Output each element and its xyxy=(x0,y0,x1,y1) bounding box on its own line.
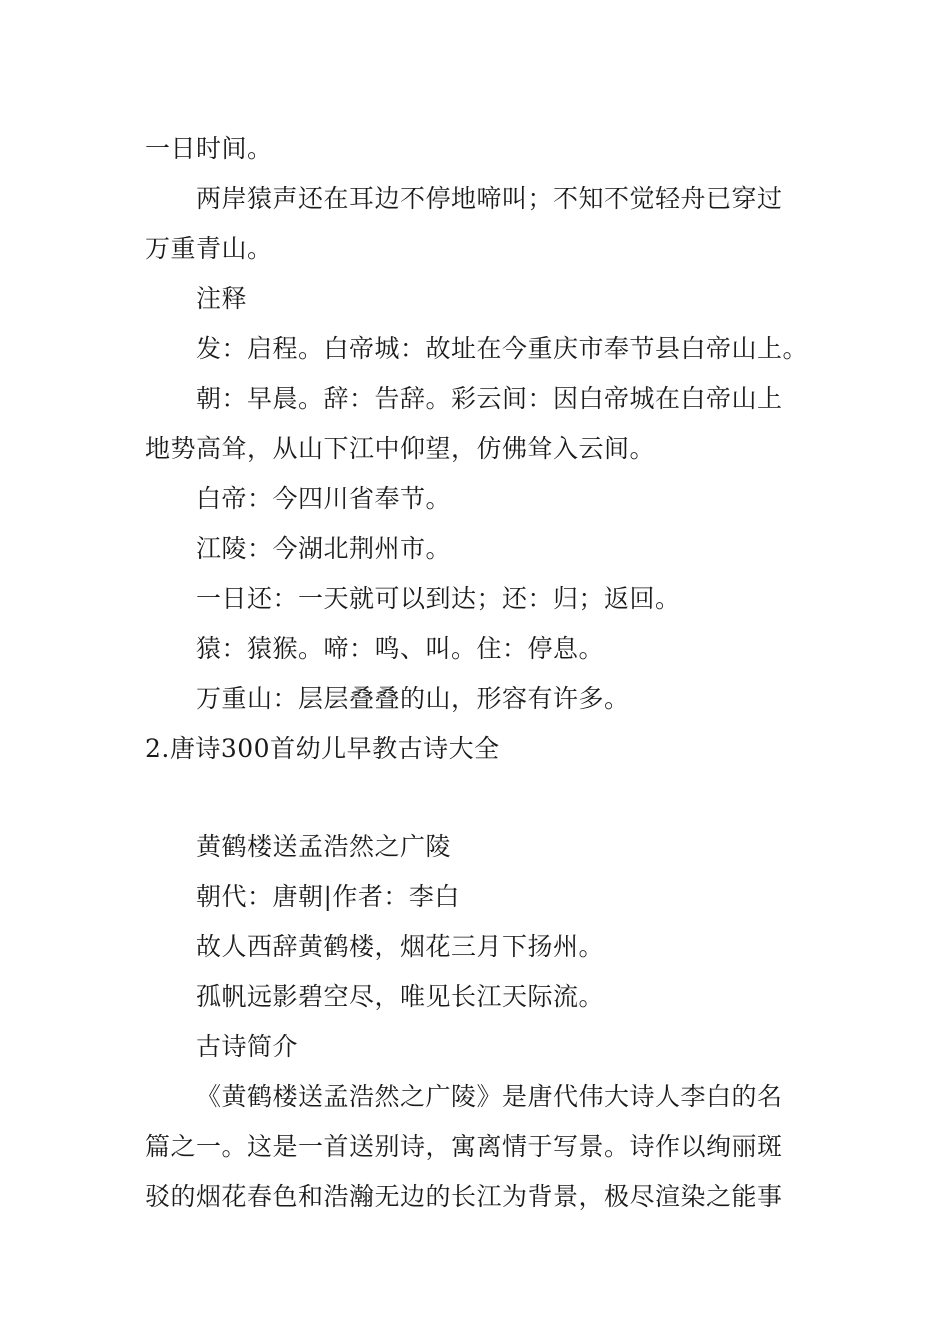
poem-line: 故人西辞黄鹤楼，烟花三月下扬州。 xyxy=(196,932,605,961)
text-line: 《黄鹤楼送孟浩然之广陵》是唐代伟大诗人李白的名 xyxy=(196,1082,783,1111)
text-line: 两岸猿声还在耳边不停地啼叫；不知不觉轻舟已穿过 xyxy=(196,184,783,213)
section-title: 2.唐诗300首幼儿早教古诗大全 xyxy=(145,734,500,763)
text-line: 一日还：一天就可以到达；还：归；返回。 xyxy=(196,584,681,613)
poem-line: 孤帆远影碧空尽，唯见长江天际流。 xyxy=(196,982,605,1011)
text-line: 发：启程。白帝城：故址在今重庆市奉节县白帝山上。 xyxy=(196,334,809,363)
text-line: 篇之一。这是一首送别诗，寓离情于写景。诗作以绚丽斑 xyxy=(145,1132,783,1161)
text-line: 万重青山。 xyxy=(145,234,273,263)
text-line: 驳的烟花春色和浩瀚无边的长江为背景，极尽渲染之能事 xyxy=(145,1182,783,1211)
text-line: 一日时间。 xyxy=(145,134,273,163)
section-heading: 注释 xyxy=(196,284,248,313)
text-line: 白帝：今四川省奉节。 xyxy=(196,484,452,513)
text-line: 朝：早晨。辞：告辞。彩云间：因白帝城在白帝山上 xyxy=(196,384,783,413)
poem-author: 朝代：唐朝|作者：李白 xyxy=(196,882,460,911)
text-line: 江陵：今湖北荆州市。 xyxy=(196,534,452,563)
text-line: 万重山：层层叠叠的山，形容有许多。 xyxy=(196,684,630,713)
text-line: 猿：猿猴。啼：鸣、叫。住：停息。 xyxy=(196,634,605,663)
section-heading: 古诗简介 xyxy=(196,1032,299,1061)
text-line: 地势高耸，从山下江中仰望，仿佛耸入云间。 xyxy=(145,434,656,463)
poem-title: 黄鹤楼送孟浩然之广陵 xyxy=(196,832,452,861)
